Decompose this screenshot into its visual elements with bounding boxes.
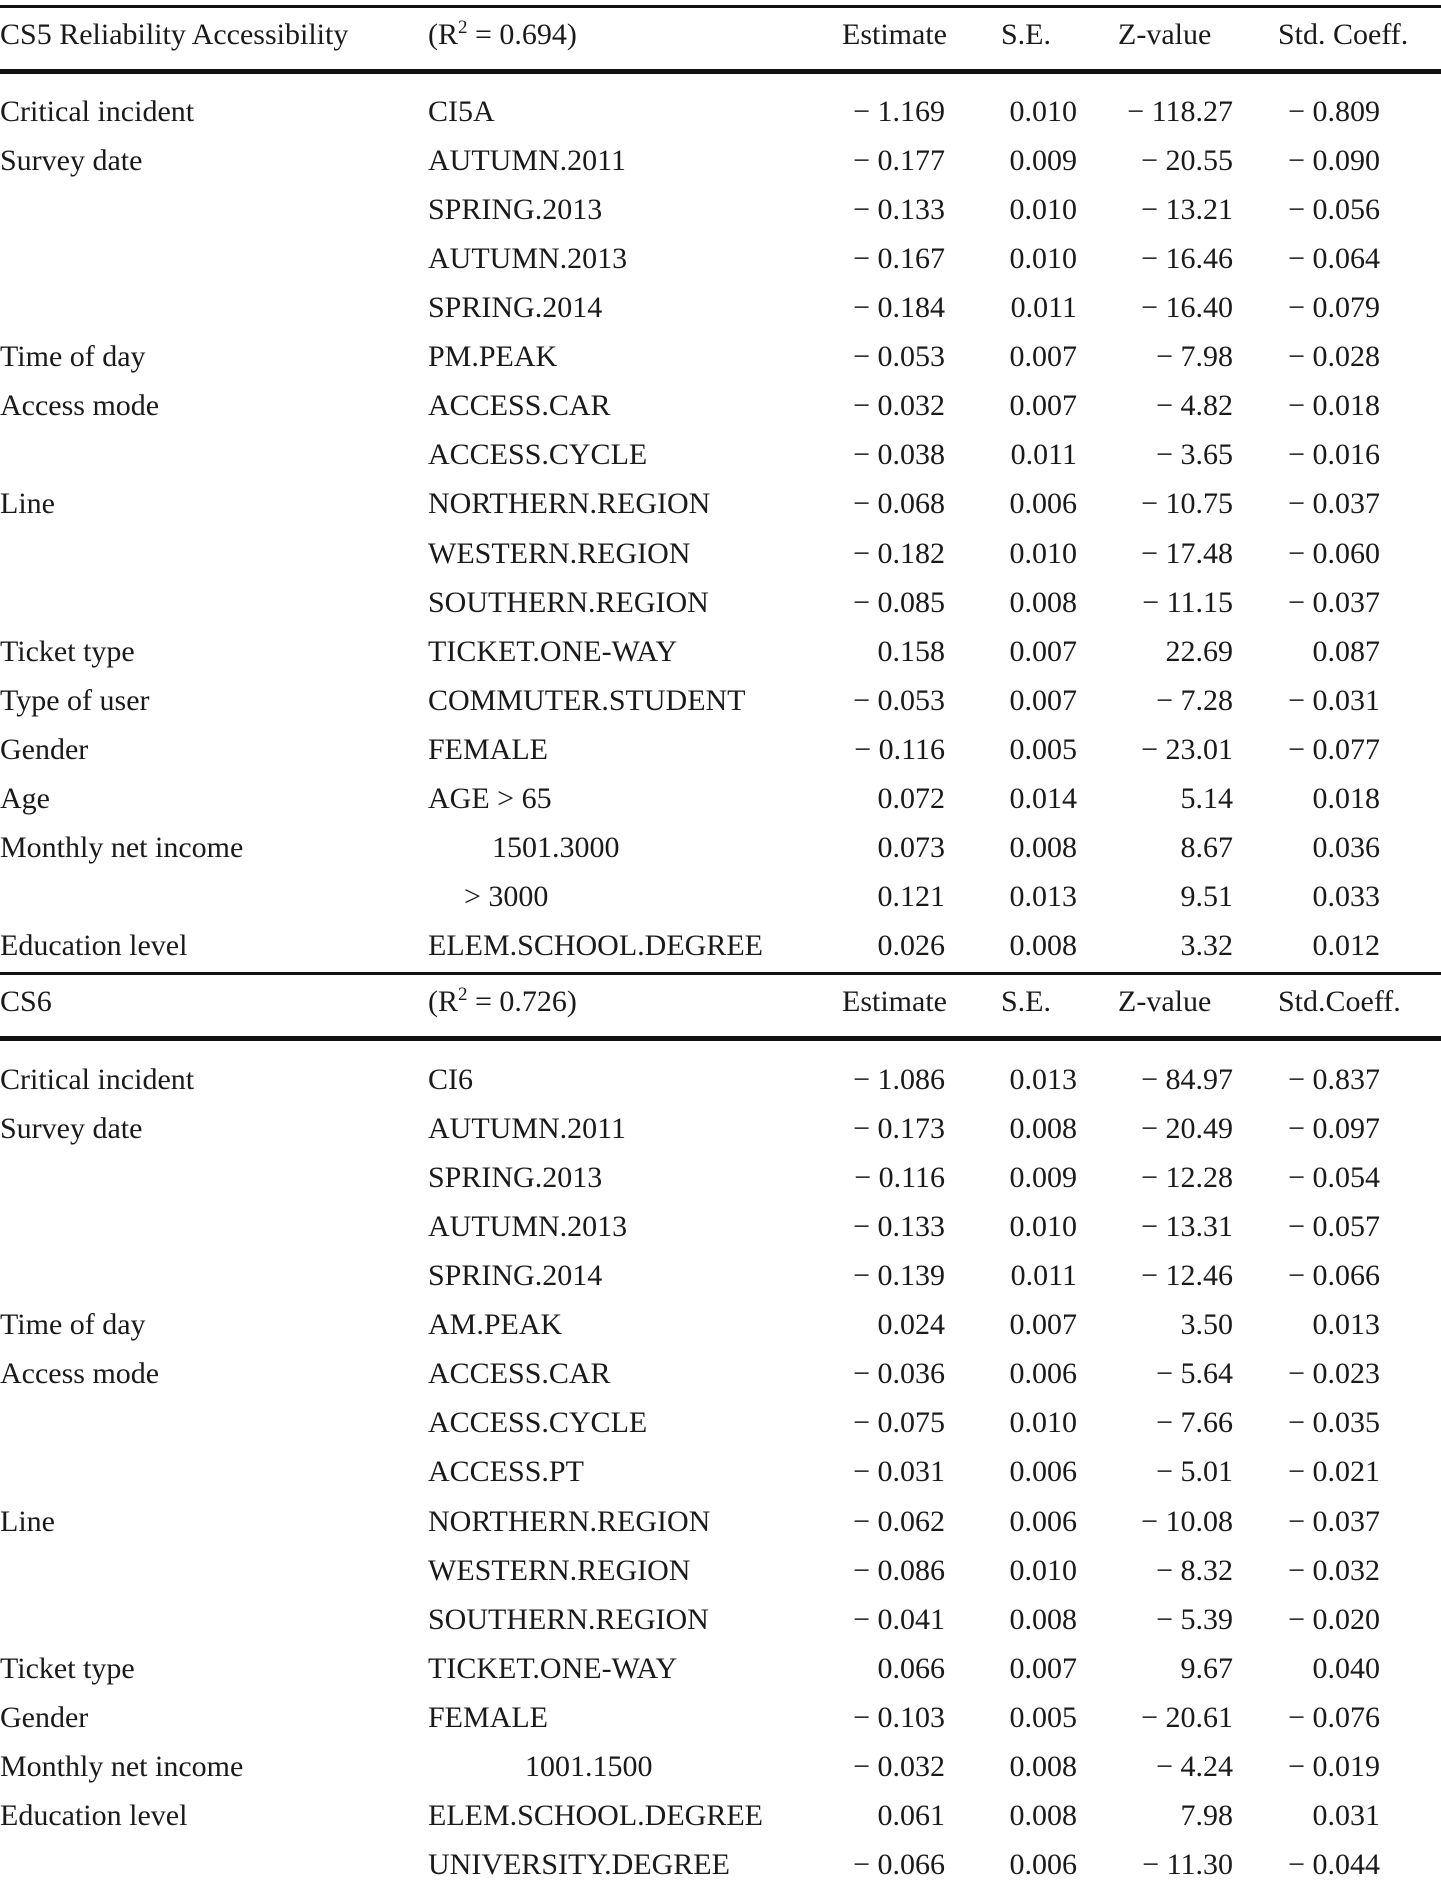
z-value: − 7.98	[1156, 340, 1233, 374]
variable-name: Monthly net income	[0, 1749, 244, 1783]
z-value: − 16.40	[1141, 291, 1233, 325]
estimate-value: 0.158	[877, 634, 945, 668]
z-value: − 84.97	[1141, 1063, 1233, 1096]
section-header-rule	[0, 1036, 1441, 1041]
level-name: ELEM.SCHOOL.DEGREE	[428, 1798, 763, 1832]
level-name: ACCESS.CAR	[428, 1357, 611, 1391]
z-value: − 4.24	[1156, 1749, 1233, 1783]
se-value: 0.008	[1009, 1798, 1077, 1832]
z-value: − 7.66	[1156, 1406, 1233, 1440]
se-value: 0.007	[1009, 683, 1077, 717]
z-value: − 3.65	[1156, 438, 1233, 472]
z-value: − 5.39	[1156, 1602, 1233, 1636]
level-name: AUTUMN.2013	[428, 242, 628, 276]
std-coeff-value: − 0.037	[1288, 585, 1380, 619]
std-coeff-value: − 0.077	[1288, 732, 1380, 766]
se-value: 0.011	[1010, 291, 1077, 325]
z-value: − 7.28	[1156, 683, 1233, 717]
table-row	[0, 1202, 1441, 1251]
variable-name: Access mode	[0, 389, 160, 423]
se-value: 0.011	[1010, 1259, 1077, 1293]
variable-name: Ticket type	[0, 1651, 135, 1685]
estimate-value: − 0.116	[854, 732, 945, 766]
level-name: ELEM.SCHOOL.DEGREE	[428, 929, 763, 963]
header-std-coeff: Std. Coeff.	[1278, 18, 1409, 51]
table-row	[0, 1104, 1441, 1153]
level-name: ACCESS.CYCLE	[428, 1406, 648, 1440]
r-squared-value: = 0.694)	[467, 18, 577, 51]
table-row	[0, 283, 1441, 332]
level-name: SPRING.2014	[428, 291, 603, 325]
estimate-value: − 0.177	[853, 144, 945, 178]
level-name: > 3000	[464, 879, 549, 913]
estimate-value: − 0.066	[853, 1847, 945, 1881]
z-value: 3.50	[1180, 1308, 1233, 1342]
std-coeff-value: 0.036	[1312, 830, 1380, 864]
se-value: 0.006	[1009, 1357, 1077, 1391]
se-value: 0.010	[1009, 242, 1077, 276]
level-name: TICKET.ONE-WAY	[428, 634, 678, 668]
se-value: 0.006	[1009, 1455, 1077, 1489]
std-coeff-value: − 0.037	[1288, 487, 1380, 521]
estimate-value: − 0.036	[853, 1357, 945, 1391]
se-value: 0.006	[1009, 487, 1077, 521]
header-z-value: Z-value	[1118, 985, 1212, 1018]
table-row	[0, 1791, 1441, 1840]
std-coeff-value: − 0.019	[1288, 1749, 1380, 1783]
z-value: − 8.32	[1156, 1553, 1233, 1587]
table-row	[0, 823, 1441, 872]
std-coeff-value: − 0.031	[1288, 683, 1380, 717]
variable-name: Education level	[0, 929, 188, 963]
z-value: 7.98	[1180, 1798, 1233, 1832]
variable-name: Age	[0, 781, 50, 815]
table-row	[0, 234, 1441, 283]
table-row	[0, 1693, 1441, 1742]
z-value: − 10.75	[1141, 487, 1233, 521]
std-coeff-value: − 0.021	[1288, 1455, 1380, 1489]
table-row	[0, 1595, 1441, 1644]
se-value: 0.013	[1009, 1063, 1077, 1096]
estimate-value: − 0.075	[853, 1406, 945, 1440]
level-name: NORTHERN.REGION	[428, 487, 711, 521]
estimate-value: − 0.031	[853, 1455, 945, 1489]
se-value: 0.008	[1009, 1602, 1077, 1636]
level-name: NORTHERN.REGION	[428, 1504, 711, 1538]
r-squared-superscript: 2	[458, 984, 468, 1005]
table-row	[0, 627, 1441, 676]
table-row	[0, 1840, 1441, 1889]
estimate-value: − 0.038	[853, 438, 945, 472]
estimate-value: − 0.182	[853, 536, 945, 570]
estimate-value: − 0.086	[853, 1553, 945, 1587]
std-coeff-value: − 0.057	[1288, 1210, 1380, 1244]
std-coeff-value: − 0.066	[1288, 1259, 1380, 1293]
level-name: COMMUTER.STUDENT	[428, 683, 746, 717]
estimate-value: − 0.032	[853, 1749, 945, 1783]
section-header-row	[0, 977, 1441, 1026]
se-value: 0.008	[1009, 929, 1077, 963]
header-z-value: Z-value	[1118, 18, 1212, 51]
header-estimate: Estimate	[842, 18, 947, 51]
se-value: 0.008	[1009, 1749, 1077, 1783]
level-name: AUTUMN.2013	[428, 1210, 628, 1244]
se-value: 0.010	[1009, 536, 1077, 570]
level-name: UNIVERSITY.DEGREE	[428, 1847, 730, 1881]
std-coeff-value: − 0.054	[1288, 1161, 1380, 1195]
se-value: 0.011	[1010, 438, 1077, 472]
estimate-value: − 0.173	[853, 1112, 945, 1146]
se-value: 0.006	[1009, 1504, 1077, 1538]
r-squared-prefix: (R	[428, 985, 458, 1018]
estimate-value: − 0.139	[853, 1259, 945, 1293]
level-name: ACCESS.CYCLE	[428, 438, 648, 472]
table-row	[0, 1546, 1441, 1595]
std-coeff-value: 0.033	[1312, 879, 1380, 913]
se-value: 0.008	[1009, 1112, 1077, 1146]
se-value: 0.010	[1009, 95, 1077, 128]
se-value: 0.014	[1009, 781, 1077, 815]
z-value: − 11.30	[1142, 1847, 1233, 1881]
estimate-value: 0.072	[877, 781, 945, 815]
z-value: 8.67	[1180, 830, 1233, 864]
table-row	[0, 921, 1441, 970]
variable-name: Line	[0, 487, 55, 521]
r-squared-prefix: (R	[428, 18, 458, 51]
z-value: − 20.55	[1141, 144, 1233, 178]
section-title: CS6	[0, 985, 52, 1018]
table-row	[0, 1447, 1441, 1496]
r-squared-value: = 0.726)	[467, 985, 577, 1018]
se-value: 0.009	[1009, 1161, 1077, 1195]
std-coeff-value: − 0.018	[1288, 389, 1380, 423]
table-row	[0, 430, 1441, 479]
header-se: S.E.	[1001, 18, 1052, 51]
estimate-value: 0.121	[877, 879, 945, 913]
level-name: WESTERN.REGION	[428, 536, 691, 570]
level-name: SPRING.2013	[428, 1161, 603, 1195]
variable-name: Access mode	[0, 1357, 160, 1391]
z-value: − 13.21	[1141, 193, 1233, 227]
z-value: − 4.82	[1156, 389, 1233, 423]
level-name: PM.PEAK	[428, 340, 558, 374]
se-value: 0.008	[1009, 585, 1077, 619]
z-value: − 12.46	[1141, 1259, 1233, 1293]
variable-name: Time of day	[0, 1308, 146, 1342]
std-coeff-value: − 0.037	[1288, 1504, 1380, 1538]
z-value: − 17.48	[1141, 536, 1233, 570]
level-name: CI5A	[428, 95, 495, 128]
estimate-value: − 0.085	[853, 585, 945, 619]
estimate-value: 0.061	[877, 1798, 945, 1832]
estimate-value: 0.066	[877, 1651, 945, 1685]
estimate-value: − 0.103	[853, 1700, 945, 1734]
table-row	[0, 185, 1441, 234]
table-row	[0, 136, 1441, 185]
estimate-value: − 1.086	[853, 1063, 945, 1096]
std-coeff-value: 0.031	[1312, 1798, 1380, 1832]
variable-name: Survey date	[0, 1112, 143, 1146]
r-squared	[428, 977, 577, 1030]
table-row	[0, 1742, 1441, 1791]
estimate-value: − 0.068	[853, 487, 945, 521]
table-row	[0, 1497, 1441, 1546]
header-std-coeff: Std.Coeff.	[1278, 985, 1401, 1018]
level-name: FEMALE	[428, 1700, 548, 1734]
z-value: − 5.01	[1156, 1455, 1233, 1489]
estimate-value: − 0.053	[853, 340, 945, 374]
z-value: 9.67	[1180, 1651, 1233, 1685]
table-row	[0, 479, 1441, 528]
estimate-value: − 0.053	[853, 683, 945, 717]
z-value: − 16.46	[1141, 242, 1233, 276]
table-row	[0, 332, 1441, 381]
estimate-value: − 0.116	[854, 1161, 945, 1195]
level-name: ACCESS.CAR	[428, 389, 611, 423]
estimate-value: − 0.062	[853, 1504, 945, 1538]
table-row	[0, 872, 1441, 921]
z-value: − 11.15	[1142, 585, 1233, 619]
variable-name: Time of day	[0, 340, 146, 374]
estimate-value: 0.073	[877, 830, 945, 864]
r-squared	[428, 10, 577, 63]
header-se: S.E.	[1001, 985, 1052, 1018]
estimate-value: − 0.032	[853, 389, 945, 423]
header-estimate: Estimate	[842, 985, 947, 1018]
level-name: SPRING.2014	[428, 1259, 603, 1293]
estimate-value: 0.024	[877, 1308, 945, 1342]
z-value: 3.32	[1180, 929, 1233, 963]
std-coeff-value: 0.012	[1312, 929, 1380, 963]
variable-name: Critical incident	[0, 95, 195, 128]
level-name: WESTERN.REGION	[428, 1553, 691, 1587]
z-value: − 23.01	[1141, 732, 1233, 766]
se-value: 0.013	[1009, 879, 1077, 913]
level-name: AM.PEAK	[428, 1308, 563, 1342]
se-value: 0.009	[1009, 144, 1077, 178]
std-coeff-value: − 0.035	[1288, 1406, 1380, 1440]
z-value: 22.69	[1165, 634, 1233, 668]
std-coeff-value: 0.087	[1312, 634, 1380, 668]
std-coeff-value: 0.040	[1312, 1651, 1380, 1685]
variable-name: Gender	[0, 732, 89, 766]
std-coeff-value: − 0.023	[1288, 1357, 1380, 1391]
table-row	[0, 1055, 1441, 1104]
table-row	[0, 676, 1441, 725]
table-row	[0, 1251, 1441, 1300]
level-name: TICKET.ONE-WAY	[428, 1651, 678, 1685]
se-value: 0.010	[1009, 1210, 1077, 1244]
table-row	[0, 1349, 1441, 1398]
estimate-value: − 0.133	[853, 1210, 945, 1244]
std-coeff-value: − 0.090	[1288, 144, 1380, 178]
std-coeff-value: − 0.032	[1288, 1553, 1380, 1587]
table-row	[0, 725, 1441, 774]
variable-name: Ticket type	[0, 634, 135, 668]
level-name: AUTUMN.2011	[428, 1112, 627, 1146]
r-squared-superscript: 2	[458, 17, 468, 38]
estimate-value: − 0.041	[853, 1602, 945, 1636]
se-value: 0.010	[1009, 1406, 1077, 1440]
level-name: CI6	[428, 1063, 473, 1096]
se-value: 0.007	[1009, 1651, 1077, 1685]
variable-name: Critical incident	[0, 1063, 195, 1096]
level-name: SOUTHERN.REGION	[428, 1602, 709, 1636]
section-title: CS5 Reliability Accessibility	[0, 18, 349, 51]
std-coeff-value: − 0.060	[1288, 536, 1380, 570]
variable-name: Type of user	[0, 683, 150, 717]
se-value: 0.006	[1009, 1847, 1077, 1881]
variable-name: Line	[0, 1504, 55, 1538]
table-row	[0, 578, 1441, 627]
variable-name: Monthly net income	[0, 830, 244, 864]
std-coeff-value: − 0.016	[1288, 438, 1380, 472]
variable-name: Education level	[0, 1798, 188, 1832]
table-row	[0, 774, 1441, 823]
estimate-value: 0.026	[877, 929, 945, 963]
se-value: 0.010	[1009, 193, 1077, 227]
section-header-rule	[0, 69, 1441, 74]
std-coeff-value: 0.013	[1312, 1308, 1380, 1342]
level-name: 1501.3000	[492, 830, 620, 864]
std-coeff-value: − 0.064	[1288, 242, 1380, 276]
level-name: ACCESS.PT	[428, 1455, 584, 1489]
level-name: SPRING.2013	[428, 193, 603, 227]
se-value: 0.010	[1009, 1553, 1077, 1587]
level-name: 1001.1500	[525, 1749, 653, 1783]
table-row	[0, 87, 1441, 136]
std-coeff-value: − 0.837	[1288, 1063, 1380, 1096]
section-header-row	[0, 10, 1441, 59]
table-row	[0, 1398, 1441, 1447]
se-value: 0.007	[1009, 340, 1077, 374]
std-coeff-value: − 0.056	[1288, 193, 1380, 227]
std-coeff-value: − 0.809	[1288, 95, 1380, 128]
std-coeff-value: − 0.097	[1288, 1112, 1380, 1146]
std-coeff-value: − 0.076	[1288, 1700, 1380, 1734]
z-value: − 20.49	[1141, 1112, 1233, 1146]
estimate-value: − 0.167	[853, 242, 945, 276]
level-name: AGE > 65	[428, 781, 552, 815]
se-value: 0.005	[1009, 732, 1077, 766]
estimate-value: − 0.184	[853, 291, 945, 325]
table-row	[0, 1153, 1441, 1202]
se-value: 0.005	[1009, 1700, 1077, 1734]
se-value: 0.007	[1009, 634, 1077, 668]
section-top-rule	[0, 972, 1441, 975]
z-value: − 5.64	[1156, 1357, 1233, 1391]
se-value: 0.008	[1009, 830, 1077, 864]
std-coeff-value: − 0.028	[1288, 340, 1380, 374]
z-value: − 20.61	[1141, 1700, 1233, 1734]
level-name: AUTUMN.2011	[428, 144, 627, 178]
se-value: 0.007	[1009, 389, 1077, 423]
z-value: − 13.31	[1141, 1210, 1233, 1244]
se-value: 0.007	[1009, 1308, 1077, 1342]
std-coeff-value: − 0.044	[1288, 1847, 1380, 1881]
table-row	[0, 381, 1441, 430]
level-name: SOUTHERN.REGION	[428, 585, 709, 619]
table-row	[0, 1644, 1441, 1693]
variable-name: Gender	[0, 1700, 89, 1734]
estimate-value: − 1.169	[853, 95, 945, 128]
std-coeff-value: − 0.079	[1288, 291, 1380, 325]
z-value: 9.51	[1180, 879, 1233, 913]
std-coeff-value: 0.018	[1312, 781, 1380, 815]
level-name: FEMALE	[428, 732, 548, 766]
table-row	[0, 1300, 1441, 1349]
estimate-value: − 0.133	[853, 193, 945, 227]
variable-name: Survey date	[0, 144, 143, 178]
z-value: 5.14	[1180, 781, 1233, 815]
table-row	[0, 529, 1441, 578]
section-top-rule	[0, 5, 1441, 8]
std-coeff-value: − 0.020	[1288, 1602, 1380, 1636]
z-value: − 12.28	[1141, 1161, 1233, 1195]
z-value: − 118.27	[1127, 95, 1233, 128]
z-value: − 10.08	[1141, 1504, 1233, 1538]
